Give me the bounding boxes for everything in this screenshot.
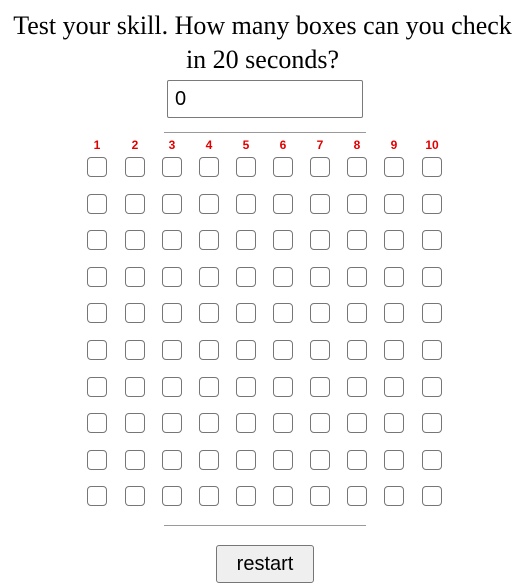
checkbox-r4-c7[interactable] bbox=[310, 267, 330, 287]
checkbox-r7-c7[interactable] bbox=[310, 377, 330, 397]
checkbox-r3-c7[interactable] bbox=[310, 230, 330, 250]
checkbox-r2-c4[interactable] bbox=[199, 194, 219, 214]
checkbox-r1-c1[interactable] bbox=[87, 157, 107, 177]
checkbox-r8-c5[interactable] bbox=[236, 413, 256, 433]
checkbox-r5-c3[interactable] bbox=[162, 303, 182, 323]
checkbox-r4-c1[interactable] bbox=[87, 267, 107, 287]
column-number-2: 2 bbox=[131, 138, 139, 152]
checkbox-r10-c9[interactable] bbox=[384, 486, 404, 506]
checkbox-r5-c6[interactable] bbox=[273, 303, 293, 323]
checkbox-r5-c10[interactable] bbox=[422, 303, 442, 323]
checkbox-r9-c7[interactable] bbox=[310, 450, 330, 470]
checkbox-r6-c1[interactable] bbox=[87, 340, 107, 360]
checkbox-r1-c5[interactable] bbox=[236, 157, 256, 177]
checkbox-r8-c4[interactable] bbox=[199, 413, 219, 433]
checkbox-r3-c4[interactable] bbox=[199, 230, 219, 250]
checkbox-r4-c8[interactable] bbox=[347, 267, 367, 287]
checkbox-r6-c2[interactable] bbox=[125, 340, 145, 360]
checkbox-r5-c7[interactable] bbox=[310, 303, 330, 323]
checkbox-r1-c6[interactable] bbox=[273, 157, 293, 177]
checkbox-r7-c2[interactable] bbox=[125, 377, 145, 397]
checkbox-r4-c10[interactable] bbox=[422, 267, 442, 287]
checkbox-r9-c1[interactable] bbox=[87, 450, 107, 470]
checkbox-r10-c10[interactable] bbox=[422, 486, 442, 506]
column-number-8: 8 bbox=[353, 138, 361, 152]
checkbox-r7-c9[interactable] bbox=[384, 377, 404, 397]
checkbox-r2-c7[interactable] bbox=[310, 194, 330, 214]
column-number-4: 4 bbox=[205, 138, 213, 152]
checkbox-r6-c9[interactable] bbox=[384, 340, 404, 360]
checkbox-r7-c5[interactable] bbox=[236, 377, 256, 397]
checkbox-r6-c5[interactable] bbox=[236, 340, 256, 360]
checkbox-r3-c10[interactable] bbox=[422, 230, 442, 250]
checkbox-r7-c1[interactable] bbox=[87, 377, 107, 397]
checkbox-r9-c5[interactable] bbox=[236, 450, 256, 470]
checkbox-r4-c3[interactable] bbox=[162, 267, 182, 287]
checkbox-r10-c7[interactable] bbox=[310, 486, 330, 506]
checkbox-r2-c10[interactable] bbox=[422, 194, 442, 214]
checkbox-r8-c9[interactable] bbox=[384, 413, 404, 433]
checkbox-r6-c3[interactable] bbox=[162, 340, 182, 360]
checkbox-r3-c2[interactable] bbox=[125, 230, 145, 250]
checkbox-r6-c4[interactable] bbox=[199, 340, 219, 360]
checkbox-r5-c9[interactable] bbox=[384, 303, 404, 323]
checkbox-r8-c2[interactable] bbox=[125, 413, 145, 433]
top-divider bbox=[164, 132, 366, 133]
checkbox-r9-c8[interactable] bbox=[347, 450, 367, 470]
checkbox-r4-c9[interactable] bbox=[384, 267, 404, 287]
checkbox-r1-c2[interactable] bbox=[125, 157, 145, 177]
checkbox-r2-c8[interactable] bbox=[347, 194, 367, 214]
checkbox-r1-c9[interactable] bbox=[384, 157, 404, 177]
column-number-10: 10 bbox=[425, 138, 439, 152]
column-number-1: 1 bbox=[93, 138, 101, 152]
checkbox-r9-c10[interactable] bbox=[422, 450, 442, 470]
checkbox-r3-c9[interactable] bbox=[384, 230, 404, 250]
checkbox-r1-c4[interactable] bbox=[199, 157, 219, 177]
checkbox-r3-c6[interactable] bbox=[273, 230, 293, 250]
checkbox-r7-c3[interactable] bbox=[162, 377, 182, 397]
checkbox-r8-c8[interactable] bbox=[347, 413, 367, 433]
checkbox-r3-c1[interactable] bbox=[87, 230, 107, 250]
checked-count-field[interactable] bbox=[167, 80, 363, 118]
checkbox-r5-c2[interactable] bbox=[125, 303, 145, 323]
checkbox-r6-c8[interactable] bbox=[347, 340, 367, 360]
checkbox-r10-c6[interactable] bbox=[273, 486, 293, 506]
checkbox-r3-c8[interactable] bbox=[347, 230, 367, 250]
checkbox-r10-c2[interactable] bbox=[125, 486, 145, 506]
column-number-6: 6 bbox=[279, 138, 287, 152]
checkbox-r7-c4[interactable] bbox=[199, 377, 219, 397]
checkbox-r8-c7[interactable] bbox=[310, 413, 330, 433]
checkbox-r10-c5[interactable] bbox=[236, 486, 256, 506]
column-number-7: 7 bbox=[316, 138, 324, 152]
checkbox-r5-c1[interactable] bbox=[87, 303, 107, 323]
checkbox-r10-c8[interactable] bbox=[347, 486, 367, 506]
checkbox-r9-c3[interactable] bbox=[162, 450, 182, 470]
checkbox-r9-c2[interactable] bbox=[125, 450, 145, 470]
checkbox-r10-c3[interactable] bbox=[162, 486, 182, 506]
checkbox-r8-c1[interactable] bbox=[87, 413, 107, 433]
column-number-5: 5 bbox=[242, 138, 250, 152]
checkbox-r7-c8[interactable] bbox=[347, 377, 367, 397]
checkbox-r2-c2[interactable] bbox=[125, 194, 145, 214]
page-title: Test your skill. How many boxes can you check in 20 seconds? bbox=[13, 11, 512, 74]
checkbox-r9-c9[interactable] bbox=[384, 450, 404, 470]
checkbox-r7-c6[interactable] bbox=[273, 377, 293, 397]
checkbox-r3-c3[interactable] bbox=[162, 230, 182, 250]
checkbox-r2-c1[interactable] bbox=[87, 194, 107, 214]
checkbox-r2-c3[interactable] bbox=[162, 194, 182, 214]
checkbox-r8-c10[interactable] bbox=[422, 413, 442, 433]
restart-button[interactable]: restart bbox=[216, 545, 314, 583]
checkbox-r4-c2[interactable] bbox=[125, 267, 145, 287]
checkbox-r4-c5[interactable] bbox=[236, 267, 256, 287]
checkbox-r6-c10[interactable] bbox=[422, 340, 442, 360]
checkbox-r5-c4[interactable] bbox=[199, 303, 219, 323]
checkbox-r2-c5[interactable] bbox=[236, 194, 256, 214]
checkbox-r1-c3[interactable] bbox=[162, 157, 182, 177]
checkbox-r5-c5[interactable] bbox=[236, 303, 256, 323]
checkbox-r2-c9[interactable] bbox=[384, 194, 404, 214]
checkbox-r7-c10[interactable] bbox=[422, 377, 442, 397]
checkbox-r10-c4[interactable] bbox=[199, 486, 219, 506]
checkbox-r6-c6[interactable] bbox=[273, 340, 293, 360]
checkbox-r1-c7[interactable] bbox=[310, 157, 330, 177]
checkbox-r10-c1[interactable] bbox=[87, 486, 107, 506]
checkbox-r8-c3[interactable] bbox=[162, 413, 182, 433]
checkbox-r2-c6[interactable] bbox=[273, 194, 293, 214]
checkbox-r4-c6[interactable] bbox=[273, 267, 293, 287]
checkbox-r9-c4[interactable] bbox=[199, 450, 219, 470]
checkbox-r6-c7[interactable] bbox=[310, 340, 330, 360]
checkbox-r5-c8[interactable] bbox=[347, 303, 367, 323]
checkbox-r9-c6[interactable] bbox=[273, 450, 293, 470]
checkbox-r4-c4[interactable] bbox=[199, 267, 219, 287]
checkbox-r8-c6[interactable] bbox=[273, 413, 293, 433]
checkbox-r1-c10[interactable] bbox=[422, 157, 442, 177]
column-number-9: 9 bbox=[390, 138, 398, 152]
checkbox-r1-c8[interactable] bbox=[347, 157, 367, 177]
bottom-divider bbox=[164, 525, 366, 526]
checkbox-r3-c5[interactable] bbox=[236, 230, 256, 250]
column-number-3: 3 bbox=[168, 138, 176, 152]
